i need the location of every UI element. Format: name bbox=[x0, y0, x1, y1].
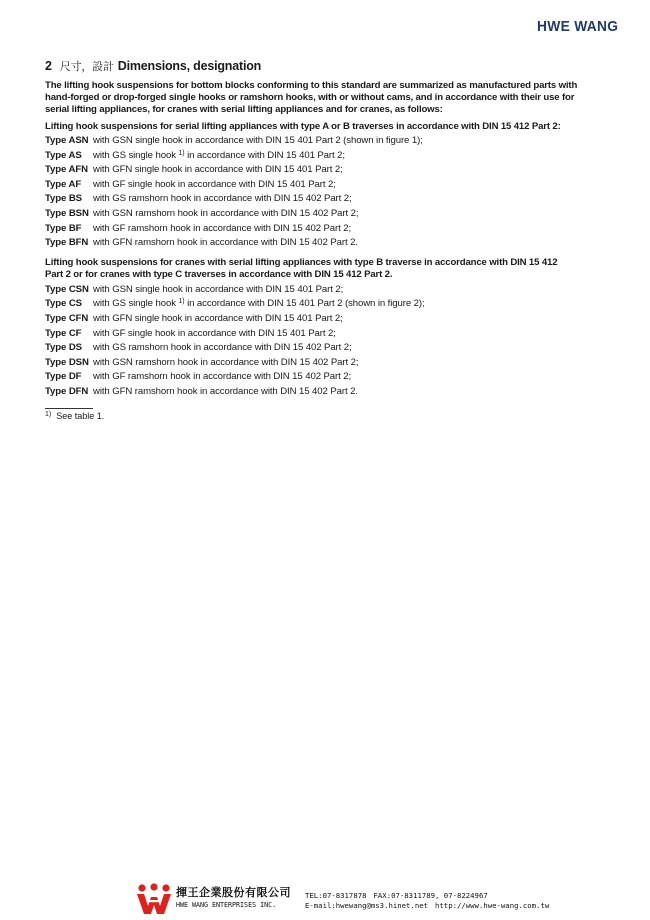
hwe-wang-logo-icon bbox=[136, 883, 172, 915]
website-link[interactable]: http://www.hwe-wang.com.tw bbox=[435, 900, 550, 910]
type-row: Type DSN with GSN ramshorn hook in accordance with DIN 15 402 Part 2; bbox=[45, 356, 359, 368]
type-row: Type ASN with GSN single hook in accordance with DIN 15 401 Part 2 (shown in figure 1); bbox=[45, 135, 423, 147]
type-row: Type DF with GF ramshorn hook in accordance with DIN 15 402 Part 2; bbox=[45, 371, 352, 383]
group-c-type-list bbox=[45, 283, 605, 400]
type-row: Type CF with GF single hook in accordance with DIN 15 401 Part 2; bbox=[45, 327, 336, 339]
type-row: Type AS with GS single hook $^{1)}$ in accordance with DIN 15 401 Part 2; bbox=[45, 149, 345, 161]
type-row: Type BS with GS ramshorn hook in accordance with DIN 15 402 Part 2; bbox=[45, 193, 352, 205]
section-title-cjk: 尺寸，設計 bbox=[59, 61, 114, 73]
group-a-type-list bbox=[45, 134, 605, 251]
type-row: Type AFN with GFN single hook in accordance with DIN 15 401 Part 2; bbox=[45, 164, 343, 176]
type-row: Type DFN with GFN ramshorn hook in accordance with DIN 15 402 Part 2. bbox=[45, 386, 358, 398]
footnote-divider bbox=[45, 408, 93, 409]
footnote-text: See table 1. bbox=[56, 411, 105, 421]
type-row: Type AF with GF single hook in accordance with DIN 15 401 Part 2; bbox=[45, 178, 336, 190]
intro-line: hand-forged or drop-forged single hooks or ramshorn hooks, with or without cams, and in accordance with their use for bbox=[45, 92, 575, 104]
group-c-heading: Lifting hook suspensions for cranes with serial lifting appliances with type B traverse in accordance with DIN 15 412 Part 2 or for cranes with type C traverses in accordance with DIN 15 412 Part 2. bbox=[45, 256, 558, 281]
document-body bbox=[45, 58, 605, 400]
footnote-ref[interactable]: 1) bbox=[178, 149, 185, 157]
type-row: Type BF with GF ramshorn hook in accordance with DIN 15 402 Part 2; bbox=[45, 222, 352, 234]
email-link[interactable]: E-mail:hwewang@ms3.hinet.net bbox=[305, 900, 429, 910]
brand-title: HWE WANG bbox=[536, 18, 618, 35]
page-footer bbox=[136, 883, 549, 915]
section-heading bbox=[45, 58, 605, 74]
section-number: 2 bbox=[45, 59, 52, 73]
intro-line: The lifting hook suspensions for bottom blocks conforming to this standard are summarized as manufactured parts with bbox=[45, 80, 578, 91]
group-c-block bbox=[45, 257, 605, 400]
company-name-cn: 揮王企業股份有限公司 bbox=[176, 887, 291, 899]
footnote bbox=[45, 411, 104, 421]
type-row: Type CFN with GFN single hook in accordance with DIN 15 401 Part 2; bbox=[45, 313, 343, 325]
section-title: Dimensions, designation bbox=[117, 59, 262, 73]
tel: TEL:07-8317878 bbox=[305, 890, 367, 900]
type-row: Type BSN with GSN ramshorn hook in accordance with DIN 15 402 Part 2; bbox=[45, 208, 359, 220]
type-row: Type BFN with GFN ramshorn hook in accordance with DIN 15 402 Part 2. bbox=[45, 237, 358, 249]
group-a-heading: Lifting hook suspensions for serial lifting appliances with type A or B traverses in accordance with DIN 15 412 Part 2: bbox=[45, 120, 561, 132]
company-name bbox=[176, 888, 291, 910]
type-row: Type CS with GS single hook $^{1)}$ in accordance with DIN 15 401 Part 2 (shown in figure 2); bbox=[45, 298, 425, 310]
company-name-en: HWE WANG ENTERPRISES INC. bbox=[176, 901, 277, 909]
type-row: Type DS with GS ramshorn hook in accordance with DIN 15 402 Part 2; bbox=[45, 342, 352, 354]
intro-line: serial lifting appliances, for cranes with serial lifting appliances and for cranes, as follows: bbox=[45, 104, 443, 116]
footnote-marker: 1) bbox=[45, 411, 52, 418]
footnote-ref[interactable]: 1) bbox=[178, 298, 185, 306]
contact-info bbox=[305, 891, 549, 911]
type-row: Type CSN with GSN single hook in accordance with DIN 15 401 Part 2; bbox=[45, 283, 344, 295]
intro-paragraph bbox=[45, 80, 605, 117]
fax: FAX:07-8311789, 07-8224967 bbox=[373, 890, 488, 900]
